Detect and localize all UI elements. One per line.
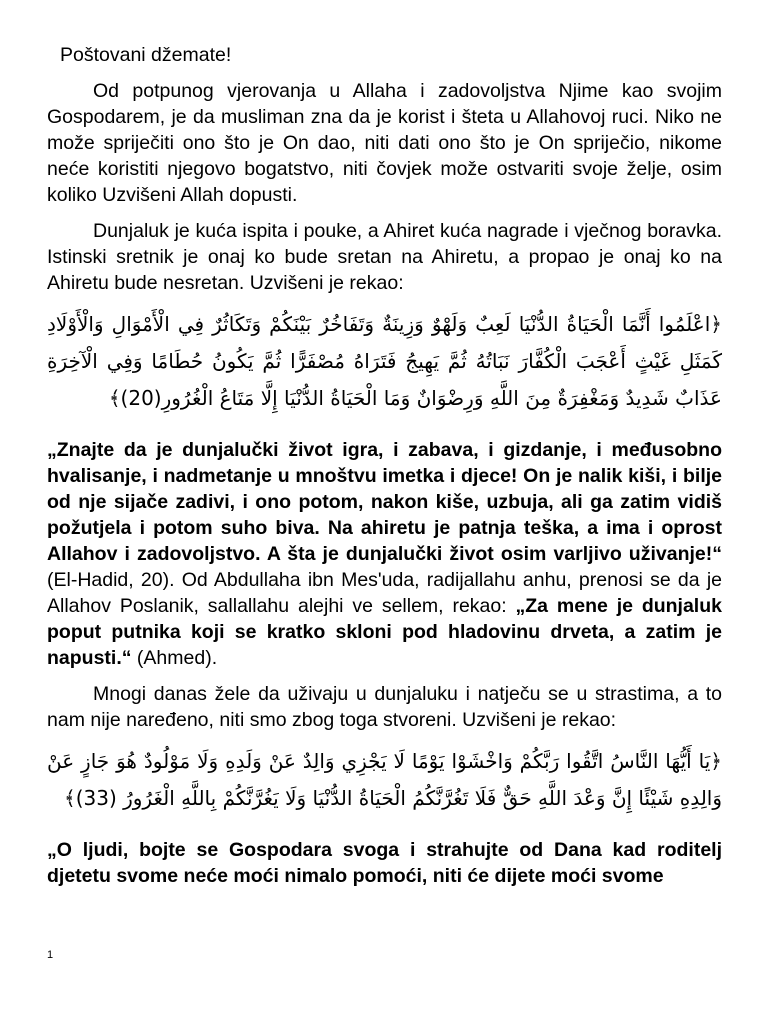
translation-paragraph [47, 437, 722, 671]
hadith-source: (Ahmed). [131, 647, 218, 669]
page-number: 1 [47, 949, 54, 961]
hadith-text: „Za mene je dunjaluk poput putnika koji se kratko skloni pod hladovinu drveta, a zatim je napusti.“ [47, 595, 722, 669]
document-page [47, 42, 722, 899]
arabic-verse-2: ﴿يَا أَيُّهَا النَّاسُ اتَّقُوا رَبَّكُمْ وَاخْشَوْا يَوْمًا لَا يَجْزِي وَالِدٌ عَنْ وَلَدِهِ وَلَا مَوْلُودٌ هُوَ جَازٍ عَنْ وَالِدِهِ شَيْئًا إِنَّ وَعْدَ اللَّهِ حَقٌّ فَلَا تَغُرَّنَّكُمُ الْحَيَاةُ الدُّنْيَا وَلَا يَغُرَّنَّكُمْ بِاللَّهِ الْغَرُورُ (33)﴾ [47, 749, 722, 810]
verse-translation-1: „Znajte da je dunjalučki život igra, i zabava, i gizdanje, i međusobno hvalisanje, i nadmetanje u mnoštvu imetka i djece! On je nalik kiši, i bilje od nje sijače zadivi, i ono potom, nakon kiše, uzbuja, ali ga zatim vidiš požutjela i potom suho biva. Na ahiretu je patnja teška, a ima i oprost Allahov i zadovoljstvo. A šta je dunjalučki život osim varljivo uživanje!“ [47, 439, 722, 565]
verse-source-1: (El-Hadid, 20). Od Abdullaha ibn Mes'uda, radijallahu anhu, prenosi se da je Allahov Poslanik, sallallahu alejhi ve sellem, rekao: [47, 569, 722, 617]
greeting: Poštovani džemate! [60, 44, 232, 66]
paragraph-2: Dunjaluk je kuća ispita i pouke, a Ahiret kuća nagrade i vječnog boravka. Istinski sretnik je onaj ko bude sretan na Ahiretu, a propao je onaj ko na Ahiretu bude nesretan. Uzvišeni je rekao: [47, 220, 722, 294]
paragraph-1: Od potpunog vjerovanja u Allaha i zadovoljstva Njime kao svojim Gospodarem, je da musliman zna da je korist i šteta u Allahovoj ruci. Niko ne može spriječiti ono što je On dao, niti dati ono što je On spriječio, nikome neće koristiti njegovo bogatstvo, niti čovjek može ostvariti svoje želje, osim koliko Uzvišeni Allah dopusti. [47, 80, 722, 206]
paragraph-3: Mnogi danas žele da uživaju u dunjaluku i natječu se u strastima, a to nam nije naređeno, niti smo zbog toga stvoreni. Uzvišeni je rekao: [47, 683, 722, 731]
arabic-verse-1: ﴿اعْلَمُوا أَنَّمَا الْحَيَاةُ الدُّنْيَا لَعِبٌ وَلَهْوٌ وَزِينَةٌ وَتَفَاخُرٌ بَيْنَكُمْ وَتَكَاثُرٌ فِي الْأَمْوَالِ وَالْأَوْلَادِ كَمَثَلِ غَيْثٍ أَعْجَبَ الْكُفَّارَ نَبَاتُهُ ثُمَّ يَهِيجُ فَتَرَاهُ مُصْفَرًّا ثُمَّ يَكُونُ حُطَامًا وَفِي الْآخِرَةِ عَذَابٌ شَدِيدٌ وَمَغْفِرَةٌ مِنَ اللَّهِ وَرِضْوَانٌ وَمَا الْحَيَاةُ الدُّنْيَا إِلَّا مَتَاعُ الْغُرُورِ(20)﴾ [47, 312, 722, 410]
verse-translation-2: „O ljudi, bojte se Gospodara svoga i strahujte od Dana kad roditelj djetetu svome neće moći nimalo pomoći, niti će dijete moći svome [47, 839, 722, 887]
